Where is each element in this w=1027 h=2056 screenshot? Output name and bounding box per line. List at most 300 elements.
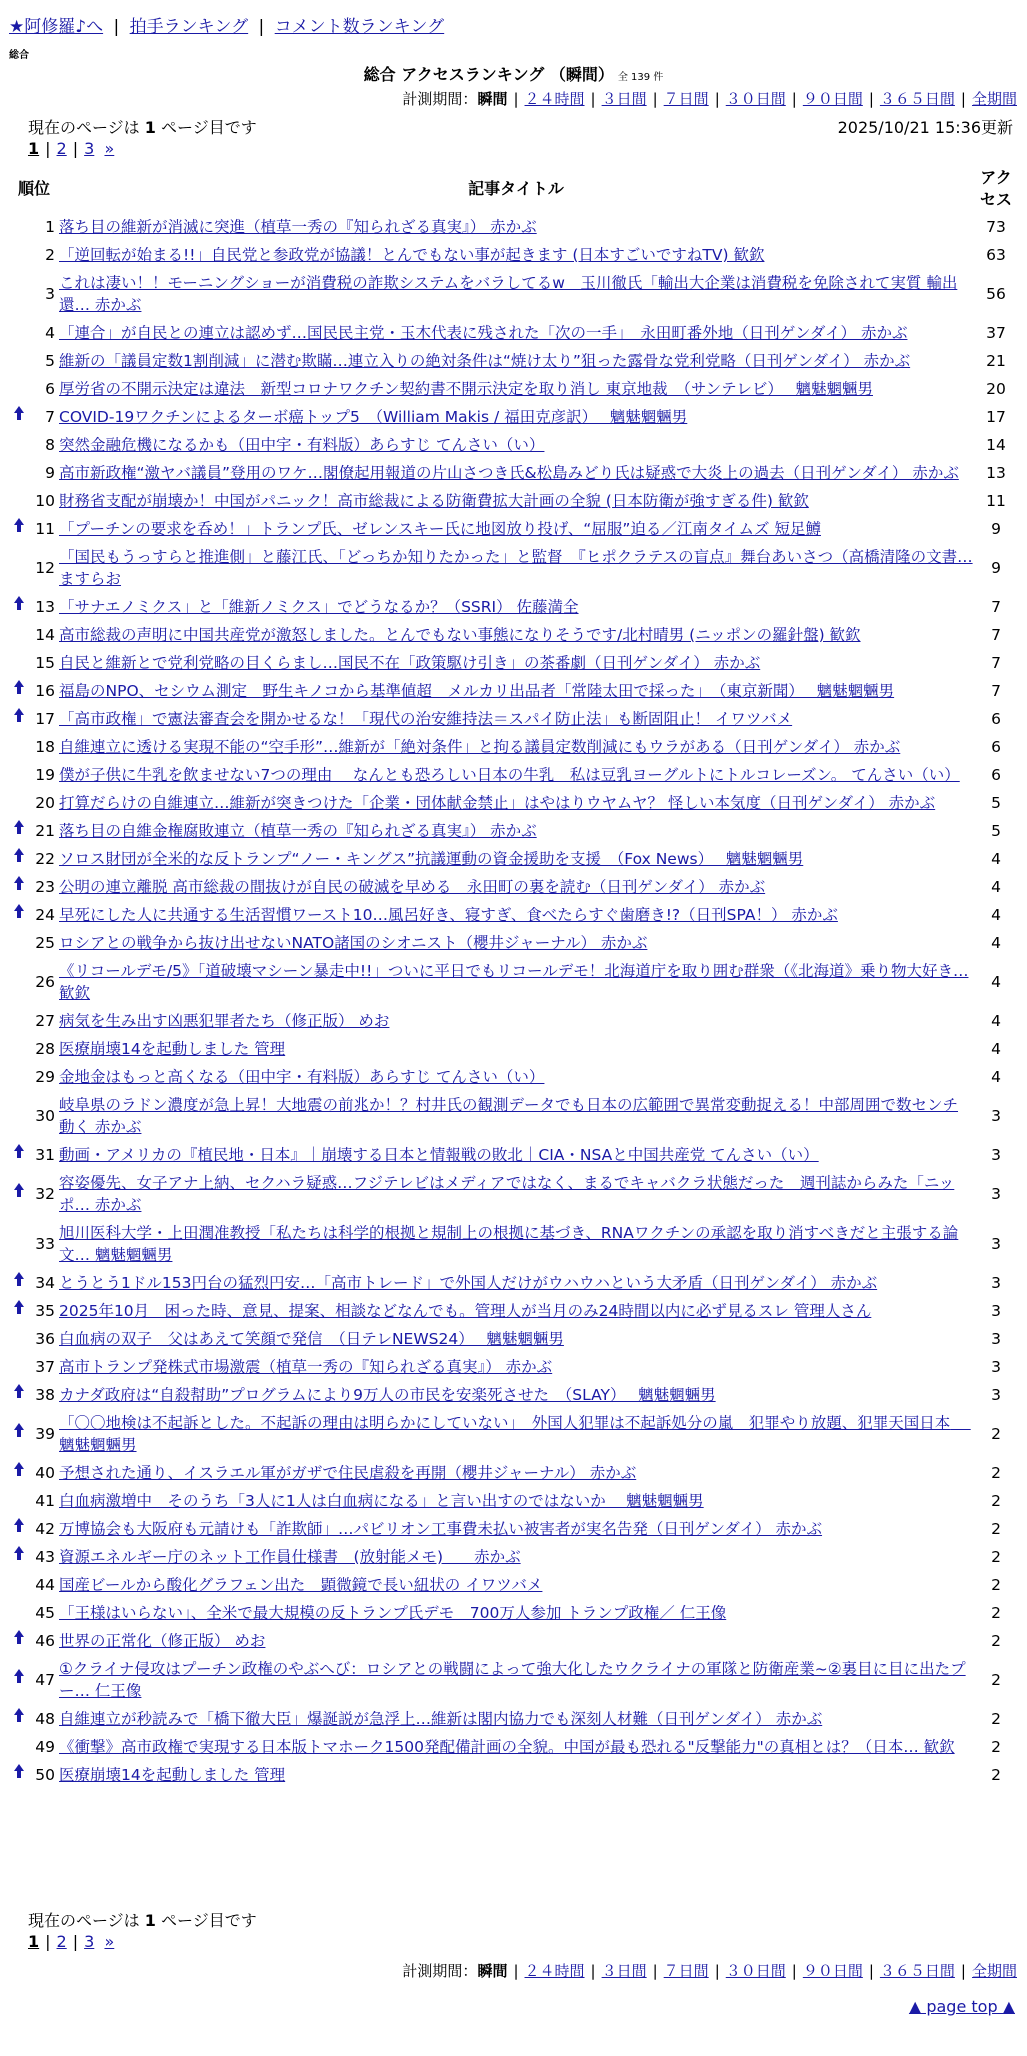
article-link[interactable]: 厚労省の不開示決定は違法 新型コロナワクチン契約書不開示決定を取り消し 東京地裁 （サンテレビ） 魑魅魍魎男 [59, 380, 873, 398]
access-count: 20 [986, 380, 1006, 398]
access-count: 56 [986, 285, 1006, 303]
pager: 1 | 2 | 3 » [28, 139, 115, 158]
title-cell [59, 1035, 973, 1063]
article-link[interactable]: 「連合」が自民との連立は認めず…国民民主党・玉木代表に残された「次の一手」 永田町番外地（日刊ゲンダイ） 赤かぶ [59, 324, 908, 342]
table-row [9, 1655, 1019, 1705]
table-row [9, 1571, 1019, 1599]
period-link-365d[interactable]: ３６５日間 [879, 90, 955, 108]
access-count: 4 [991, 906, 1001, 924]
article-link[interactable]: 2025年10月 困った時、意見、提案、相談などなんでも。管理人が当月のみ24時間以内に必ず見るスレ 管理人さん [59, 1302, 872, 1320]
article-link[interactable]: ソロス財団が全米的な反トランプ“ノー・キングス”抗議運動の資金援助を支援 （Fox News） 魑魅魍魎男 [59, 850, 804, 868]
article-link[interactable]: 財務省支配が崩壊か！中国がパニック！高市総裁による防衛費拡大計画の全貌 (日本防衛が強すぎる件) 歓欽 [59, 492, 809, 510]
rank-number: 43 [35, 1548, 55, 1566]
access-count: 4 [991, 1012, 1001, 1030]
trend-cell [9, 929, 29, 957]
period-link-24h[interactable]: ２４時間 [524, 90, 585, 108]
rank-number: 39 [35, 1425, 55, 1443]
trend-cell [9, 487, 29, 515]
access-count: 7 [991, 654, 1001, 672]
table-row [9, 347, 1019, 375]
title-cell [59, 761, 973, 789]
trend-cell [9, 1007, 29, 1035]
pager-next[interactable]: » [104, 139, 115, 158]
table-row [9, 1705, 1019, 1733]
title-cell [59, 1761, 973, 1789]
table-row [9, 515, 1019, 543]
title-cell [59, 1297, 973, 1325]
table-row [9, 1761, 1019, 1789]
trend-cell [9, 241, 29, 269]
article-link[interactable]: COVID-19ワクチンによるターボ癌トップ5 （William Makis / 福田克彦訳） 魑魅魍魎男 [59, 408, 688, 426]
rank-number: 35 [35, 1302, 55, 1320]
table-row [9, 1063, 1019, 1091]
period-selector-bottom: 計測期間：瞬間 | ２４時間 | ３日間 | ７日間 | ３０日間 | ９０日間 | ３６５日間 | 全期間 [402, 1962, 1017, 1980]
period-link-all[interactable]: 全期間 [971, 90, 1017, 108]
title-cell [59, 375, 973, 403]
trend-cell [9, 1571, 29, 1599]
rank-number: 8 [45, 436, 55, 454]
rank-number: 26 [35, 973, 55, 991]
ranking-title: 総合 アクセスランキング （瞬間） [363, 65, 614, 84]
pager-current: 1 [28, 1932, 40, 1951]
period-link-30d[interactable]: ３０日間 [725, 1962, 786, 1980]
rank-number: 41 [35, 1492, 55, 1510]
article-link[interactable]: 「逆回転が始まる!!」自民党と参政党が協議！とんでもない事が起きます (日本すごいですねTV) 歓欽 [59, 246, 765, 264]
access-count: 2 [991, 1548, 1001, 1566]
trend-cell [9, 1169, 29, 1219]
rank-number: 10 [35, 492, 55, 510]
title-cell [59, 873, 973, 901]
rank-number: 15 [35, 654, 55, 672]
article-link[interactable]: とうとう1ドル153円台の猛烈円安…「高市トレード」で外国人だけがウハウハという大矛盾（日刊ゲンダイ） 赤かぶ [59, 1274, 878, 1292]
article-link[interactable]: 高市新政権“激ヤバ議員”登用のワケ…閣僚起用報道の片山さつき氏&松島みどり氏は疑惑で大炎上の過去（日刊ゲンダイ） 赤かぶ [59, 464, 959, 482]
article-link[interactable]: 自維連立が秒読みで「橋下徹大臣」爆誕説が急浮上…維新は閣内協力でも深刻人材難（日刊ゲンダイ） 赤かぶ [59, 1710, 823, 1728]
period-link-365d[interactable]: ３６５日間 [879, 1962, 955, 1980]
title-cell [59, 431, 973, 459]
period-link-all[interactable]: 全期間 [971, 1962, 1017, 1980]
article-link[interactable]: 医療崩壊14を起動しました 管理 [59, 1766, 286, 1784]
title-cell [59, 1325, 973, 1353]
article-link[interactable]: 白血病激増中 そのうち「3人に1人は白血病になる」と言い出すのではないか 魑魅魍魎男 [59, 1492, 704, 1510]
article-link[interactable]: ①クライナ侵攻はプーチン政権のやぶへび：ロシアとの戦闘によって強大化したウクライナの軍隊と防衛産業~②裏目に目に出たプー… 仁王像 [59, 1660, 966, 1700]
up-arrow-icon [14, 907, 24, 922]
up-arrow-icon [14, 879, 24, 894]
table-row [9, 1627, 1019, 1655]
rank-number: 27 [35, 1012, 55, 1030]
trend-cell [9, 817, 29, 845]
period-link-90d[interactable]: ９０日間 [802, 90, 863, 108]
title-cell [59, 677, 973, 705]
current-page-number: 1 [144, 1911, 156, 1930]
access-count: 14 [986, 436, 1006, 454]
trend-cell [9, 1627, 29, 1655]
trend-cell [9, 1705, 29, 1733]
trend-cell [9, 375, 29, 403]
access-count: 2 [991, 1492, 1001, 1510]
access-count: 2 [991, 1671, 1001, 1689]
trend-cell [9, 733, 29, 761]
access-count: 3 [991, 1358, 1001, 1376]
trend-cell [9, 1325, 29, 1353]
table-row [9, 543, 1019, 593]
table-row [9, 1297, 1019, 1325]
article-link[interactable]: 岐阜県のラドン濃度が急上昇！大地震の前兆か！？村井氏の観測データでも日本の広範囲で異常変動捉える！中部周囲で数センチ動く 赤かぶ [59, 1096, 959, 1136]
article-link[interactable]: 容姿優先、女子アナ上納、セクハラ疑惑…フジテレビはメディアではなく、まるでキャバクラ状態だった 週刊誌からみた「ニッポ… 赤かぶ [59, 1174, 955, 1214]
item-count: 全 139 件 [617, 72, 664, 83]
nav-link-asyura[interactable]: ★阿修羅♪へ [9, 17, 104, 37]
pager-next[interactable]: » [104, 1932, 115, 1951]
trend-cell [9, 1035, 29, 1063]
title-cell [59, 1627, 973, 1655]
title-cell [59, 487, 973, 515]
rank-number: 6 [45, 380, 55, 398]
rank-number: 16 [35, 682, 55, 700]
page-title [0, 62, 1027, 85]
table-row [9, 1353, 1019, 1381]
title-cell [59, 845, 973, 873]
table-row [9, 1325, 1019, 1353]
article-link[interactable]: 世界の正常化（修正版） めお [59, 1632, 266, 1650]
table-row [9, 1035, 1019, 1063]
article-link[interactable]: 万博協会も大阪府も元請けも「詐欺師」…パビリオン工事費未払い被害者が実名告発（日刊ゲンダイ） 赤かぶ [59, 1520, 823, 1538]
article-link[interactable]: 動画・アメリカの『植民地・日本』｜崩壊する日本と情報戦の敗北｜CIA・NSAと中国共産党 てんさい（い） [59, 1146, 819, 1164]
trend-cell [9, 1141, 29, 1169]
access-count: 7 [991, 682, 1001, 700]
table-row [9, 431, 1019, 459]
access-count: 21 [986, 352, 1006, 370]
article-link[interactable]: 落ち目の維新が消滅に突進（植草一秀の『知られざる真実』） 赤かぶ [59, 218, 537, 236]
rank-header: 順位 [17, 179, 50, 198]
table-row [9, 375, 1019, 403]
title-cell [59, 459, 973, 487]
trend-cell [9, 1063, 29, 1091]
up-arrow-icon [14, 1426, 24, 1441]
table-row [9, 649, 1019, 677]
access-count: 2 [991, 1520, 1001, 1538]
table-row [9, 901, 1019, 929]
access-count: 73 [986, 218, 1006, 236]
access-count: 6 [991, 710, 1001, 728]
title-cell [59, 649, 973, 677]
trend-cell [9, 1487, 29, 1515]
rank-number: 50 [35, 1766, 55, 1784]
table-row [9, 1381, 1019, 1409]
article-link[interactable]: 早死にした人に共通する生活習慣ワースト10…風呂好き、寝すぎ、食べたらすぐ歯磨き!?（日刊SPA！） 赤かぶ [59, 906, 838, 924]
article-link[interactable]: カナダ政府は“自殺幇助”プログラムにより9万人の市民を安楽死させた （SLAY） 魑魅魍魎男 [59, 1386, 716, 1404]
period-label: 計測期間： [402, 90, 478, 108]
rank-number: 1 [45, 218, 55, 236]
pager-link-3[interactable]: 3 [84, 1932, 95, 1951]
access-count: 3 [991, 1386, 1001, 1404]
nav-separator: | [113, 17, 120, 37]
up-arrow-icon [14, 1711, 24, 1726]
title-cell [59, 1459, 973, 1487]
title-cell [59, 1487, 973, 1515]
trend-cell [9, 621, 29, 649]
trend-cell [9, 593, 29, 621]
title-cell [59, 1381, 973, 1409]
pager-bottom: 1 | 2 | 3 » [28, 1932, 115, 1951]
access-count: 63 [986, 246, 1006, 264]
article-link[interactable]: 自民と維新とで党利党略の目くらまし…国民不在「政策駆け引き」の茶番劇（日刊ゲンダイ） 赤かぶ [59, 654, 761, 672]
access-count: 5 [991, 794, 1001, 812]
rank-number: 4 [45, 324, 55, 342]
article-link[interactable]: 「サナエノミクス」と「維新ノミクス」でどうなるか？（SSRI） 佐藤満全 [59, 598, 579, 616]
trend-cell [9, 677, 29, 705]
article-link[interactable]: 《衝撃》高市政権で実現する日本版トマホーク1500発配備計画の全貌。中国が最も恐れる"反撃能力"の真相とは？（日本… 歓欽 [59, 1738, 955, 1756]
access-count: 9 [991, 520, 1001, 538]
trend-cell [9, 873, 29, 901]
up-arrow-icon [14, 711, 24, 726]
article-link[interactable]: 国産ビールから酸化グラフェン出た 顕微鏡で長い紐状の イワツバメ [59, 1576, 543, 1594]
rank-number: 30 [35, 1107, 55, 1125]
table-row [9, 733, 1019, 761]
up-arrow-icon [14, 683, 24, 698]
pager-link-3[interactable]: 3 [84, 139, 95, 158]
page-info-bottom: 現在のページは 1 ページ目です [28, 1911, 257, 1930]
article-link[interactable]: 白血病の双子 父はあえて笑顔で発信 （日テレNEWS24） 魑魅魍魎男 [59, 1330, 564, 1348]
access-count: 3 [991, 1146, 1001, 1164]
article-link[interactable]: 《リコールデモ/5》「道破壊マシーン暴走中!!」ついに平日でもリコールデモ！北海道庁を取り囲む群衆（《北海道》乗り物大好き… 歓欽 [59, 962, 969, 1002]
trend-cell [9, 543, 29, 593]
article-link[interactable]: 僕が子供に牛乳を飲ませない7つの理由 なんとも恐ろしい日本の牛乳 私は豆乳ヨーグルトにトルコレーズン。 てんさい（い） [59, 766, 960, 784]
title-cell [59, 1007, 973, 1035]
table-row [9, 873, 1019, 901]
title-cell [59, 957, 973, 1007]
table-row [9, 1515, 1019, 1543]
trend-cell [9, 1761, 29, 1789]
current-page-number: 1 [144, 118, 156, 137]
table-row [9, 593, 1019, 621]
article-link[interactable]: 「〇〇地検は不起訴とした。不起訴の理由は明らかにしていない」 外国人犯罪は不起訴処分の嵐 犯罪やり放題、犯罪天国日本 魑魅魍魎男 [59, 1414, 971, 1454]
period-link-24h[interactable]: ２４時間 [524, 1962, 585, 1980]
rank-number: 11 [35, 520, 55, 538]
up-arrow-icon [14, 1465, 24, 1480]
rank-number: 42 [35, 1520, 55, 1538]
period-label: 計測期間： [402, 1962, 478, 1980]
up-arrow-icon [14, 599, 24, 614]
rank-number: 46 [35, 1632, 55, 1650]
trend-cell [9, 1353, 29, 1381]
period-link-7d[interactable]: ７日間 [663, 90, 709, 108]
table-row [9, 677, 1019, 705]
access-count: 37 [986, 324, 1006, 342]
up-arrow-icon [14, 1275, 24, 1290]
category-label: 総合 [9, 50, 29, 61]
access-count: 4 [991, 973, 1001, 991]
article-link[interactable]: 福島のNPO、セシウム測定 野生キノコから基準値超 メルカリ出品者「常陸太田で採った」 （東京新聞） 魑魅魍魎男 [59, 682, 895, 700]
access-count: 3 [991, 1302, 1001, 1320]
access-count: 2 [991, 1710, 1001, 1728]
article-link[interactable]: これは凄い！！モーニングショーが消費税の詐欺システムをバラしてるw 玉川徹氏「輸出大企業は消費税を免除されて実質 輸出還… 赤かぶ [59, 274, 958, 314]
table-row [9, 761, 1019, 789]
title-cell [59, 1063, 973, 1091]
article-link[interactable]: 打算だらけの自維連立…維新が突きつけた「企業・団体献金禁止」はやはりウヤムヤ？ 怪しい本気度（日刊ゲンダイ） 赤かぶ [59, 794, 936, 812]
title-cell [59, 1353, 973, 1381]
article-link[interactable]: 医療崩壊14を起動しました 管理 [59, 1040, 286, 1058]
trend-cell [9, 459, 29, 487]
up-arrow-icon [14, 409, 24, 424]
trend-cell [9, 1543, 29, 1571]
nav-separator: | [258, 17, 265, 37]
up-arrow-icon [14, 1303, 24, 1318]
trend-cell [9, 957, 29, 1007]
title-cell [59, 621, 973, 649]
access-count: 4 [991, 934, 1001, 952]
access-count: 11 [986, 492, 1006, 510]
article-link[interactable]: 「王様はいらない」、全米で最大規模の反トランプ氏デモ 700万人参加 トランプ政権／ 仁王像 [59, 1604, 727, 1622]
title-cell [59, 1141, 973, 1169]
table-row [9, 1459, 1019, 1487]
up-arrow-icon [14, 1549, 24, 1564]
period-current: 瞬間 [477, 90, 508, 108]
article-link[interactable]: 突然金融危機になるかも（田中宇・有料版）あらすじ てんさい（い） [59, 436, 545, 454]
period-link-3d[interactable]: ３日間 [601, 1962, 647, 1980]
rank-number: 9 [45, 464, 55, 482]
article-link[interactable]: ロシアとの戦争から抜け出せないNATO諸国のシオニスト（櫻井ジャーナル） 赤かぶ [59, 934, 648, 952]
table-row [9, 1487, 1019, 1515]
rank-number: 31 [35, 1146, 55, 1164]
up-arrow-icon [14, 1387, 24, 1402]
trend-cell [9, 1599, 29, 1627]
pager-current: 1 [28, 139, 40, 158]
table-row [9, 213, 1019, 241]
article-link[interactable]: 病気を生み出す凶悪犯罪者たち（修正版） めお [59, 1012, 390, 1030]
rank-number: 24 [35, 906, 55, 924]
rank-number: 49 [35, 1738, 55, 1756]
access-count: 2 [991, 1425, 1001, 1443]
nav-link-comment-ranking[interactable]: コメント数ランキング [274, 17, 445, 37]
title-cell [59, 241, 973, 269]
up-arrow-icon [14, 1147, 24, 1162]
rank-number: 3 [45, 285, 55, 303]
article-link[interactable]: 落ち目の自維金権腐敗連立（植草一秀の『知られざる真実』） 赤かぶ [59, 822, 537, 840]
trend-cell [9, 1655, 29, 1705]
table-row [9, 621, 1019, 649]
trend-cell [9, 1091, 29, 1141]
access-count: 3 [991, 1185, 1001, 1203]
article-link[interactable]: 高市総裁の声明に中国共産党が激怒しました。とんでもない事態になりそうです/北村晴男 (ニッポンの羅針盤) 歓欽 [59, 626, 861, 644]
trend-cell [9, 347, 29, 375]
access-count: 6 [991, 738, 1001, 756]
title-cell [59, 319, 973, 347]
rank-number: 32 [35, 1185, 55, 1203]
article-link[interactable]: 資源エネルギー庁のネット工作員仕様書 (放射能メモ) 赤かぶ [59, 1548, 521, 1566]
rank-number: 45 [35, 1604, 55, 1622]
period-link-7d[interactable]: ７日間 [663, 1962, 709, 1980]
rank-number: 5 [45, 352, 55, 370]
article-link[interactable]: 公明の連立離脱 高市総裁の間抜けが自民の破滅を早める 永田町の裏を読む（日刊ゲンダイ） 赤かぶ [59, 878, 766, 896]
page-info: 現在のページは 1 ページ目です [28, 118, 257, 137]
trend-cell [9, 761, 29, 789]
title-cell [59, 705, 973, 733]
title-cell [59, 403, 973, 431]
access-count: 4 [991, 1068, 1001, 1086]
rank-number: 20 [35, 794, 55, 812]
trend-cell [9, 1219, 29, 1269]
rank-number: 28 [35, 1040, 55, 1058]
access-count: 13 [986, 464, 1006, 482]
up-arrow-icon [14, 1767, 24, 1782]
table-row [9, 1219, 1019, 1269]
table-row [9, 269, 1019, 319]
ranking-body [9, 213, 1019, 1789]
up-arrow-icon [14, 851, 24, 866]
page-top-link[interactable]: ▲ page top ▲ [908, 1997, 1015, 2016]
pager-link-2[interactable]: 2 [56, 1932, 67, 1951]
trend-cell [9, 1409, 29, 1459]
up-arrow-icon [14, 1186, 24, 1201]
up-arrow-icon [14, 1633, 24, 1648]
article-link[interactable]: 「国民もうっすらと推進側」と藤江氏、「どっちか知りたかった」と監督 『ヒポクラテスの盲点』舞台あいさつ（高橋清隆の文書… ますらお [59, 548, 973, 588]
up-arrow-icon [14, 823, 24, 838]
title-header: 記事タイトル [468, 179, 564, 198]
title-cell [59, 593, 973, 621]
access-count: 3 [991, 1330, 1001, 1348]
trend-cell [9, 1381, 29, 1409]
nav-link-clap-ranking[interactable]: 拍手ランキング [129, 17, 249, 37]
pager-link-2[interactable]: 2 [56, 139, 67, 158]
article-link[interactable]: 高市トランプ発株式市場激震（植草一秀の『知られざる真実』） 赤かぶ [59, 1358, 553, 1376]
access-count: 2 [991, 1464, 1001, 1482]
table-row [9, 1269, 1019, 1297]
up-arrow-icon [14, 521, 24, 536]
trend-cell [9, 845, 29, 873]
article-link[interactable]: 金地金はもっと高くなる（田中宇・有料版）あらすじ てんさい（い） [59, 1068, 545, 1086]
period-link-90d[interactable]: ９０日間 [802, 1962, 863, 1980]
rank-number: 33 [35, 1235, 55, 1253]
title-cell [59, 901, 973, 929]
title-cell [59, 1705, 973, 1733]
article-link[interactable]: 自維連立に透ける実現不能の“空手形”…維新が「絶対条件」と拘る議員定数削減にもウラがある（日刊ゲンダイ） 赤かぶ [59, 738, 901, 756]
table-row [9, 1141, 1019, 1169]
rank-number: 29 [35, 1068, 55, 1086]
article-link[interactable]: 維新の「議員定数1割削減」に潜む欺瞞…連立入りの絶対条件は“焼け太り”狙った露骨な党利党略（日刊ゲンダイ） 赤かぶ [59, 352, 911, 370]
access-count: 7 [991, 626, 1001, 644]
ranking-table [9, 165, 1019, 1789]
title-cell [59, 929, 973, 957]
trend-cell [9, 705, 29, 733]
table-header-row [9, 165, 1019, 213]
table-row [9, 319, 1019, 347]
trend-cell [9, 789, 29, 817]
trend-cell [9, 1515, 29, 1543]
rank-number: 21 [35, 822, 55, 840]
table-row [9, 1169, 1019, 1219]
article-link[interactable]: 予想された通り、イスラエル軍がガザで住民虐殺を再開（櫻井ジャーナル） 赤かぶ [59, 1464, 637, 1482]
up-arrow-icon [14, 1521, 24, 1536]
rank-number: 22 [35, 850, 55, 868]
rank-number: 23 [35, 878, 55, 896]
article-link[interactable]: 「高市政権」で憲法審査会を開かせるな！「現代の治安維持法＝スパイ防止法」も断固阻止！ イワツバメ [59, 710, 793, 728]
rank-number: 34 [35, 1274, 55, 1292]
period-current: 瞬間 [477, 1962, 508, 1980]
trend-cell [9, 649, 29, 677]
title-cell [59, 213, 973, 241]
title-cell [59, 817, 973, 845]
article-link[interactable]: 「プーチンの要求を呑め！」トランプ氏、ゼレンスキー氏に地図放り投げ、“屈服”迫る／江南タイムズ 短足鱒 [59, 520, 821, 538]
title-cell [59, 1655, 973, 1705]
access-count: 9 [991, 559, 1001, 577]
period-link-30d[interactable]: ３０日間 [725, 90, 786, 108]
rank-number: 13 [35, 598, 55, 616]
title-cell [59, 515, 973, 543]
article-link[interactable]: 旭川医科大学・上田潤准教授「私たちは科学的根拠と規制上の根拠に基づき、RNAワクチンの承認を取り消すべきだと主張する論文… 魑魅魍魎男 [59, 1224, 959, 1264]
period-link-3d[interactable]: ３日間 [601, 90, 647, 108]
table-row [9, 705, 1019, 733]
access-count: 2 [991, 1766, 1001, 1784]
access-count: 4 [991, 1040, 1001, 1058]
